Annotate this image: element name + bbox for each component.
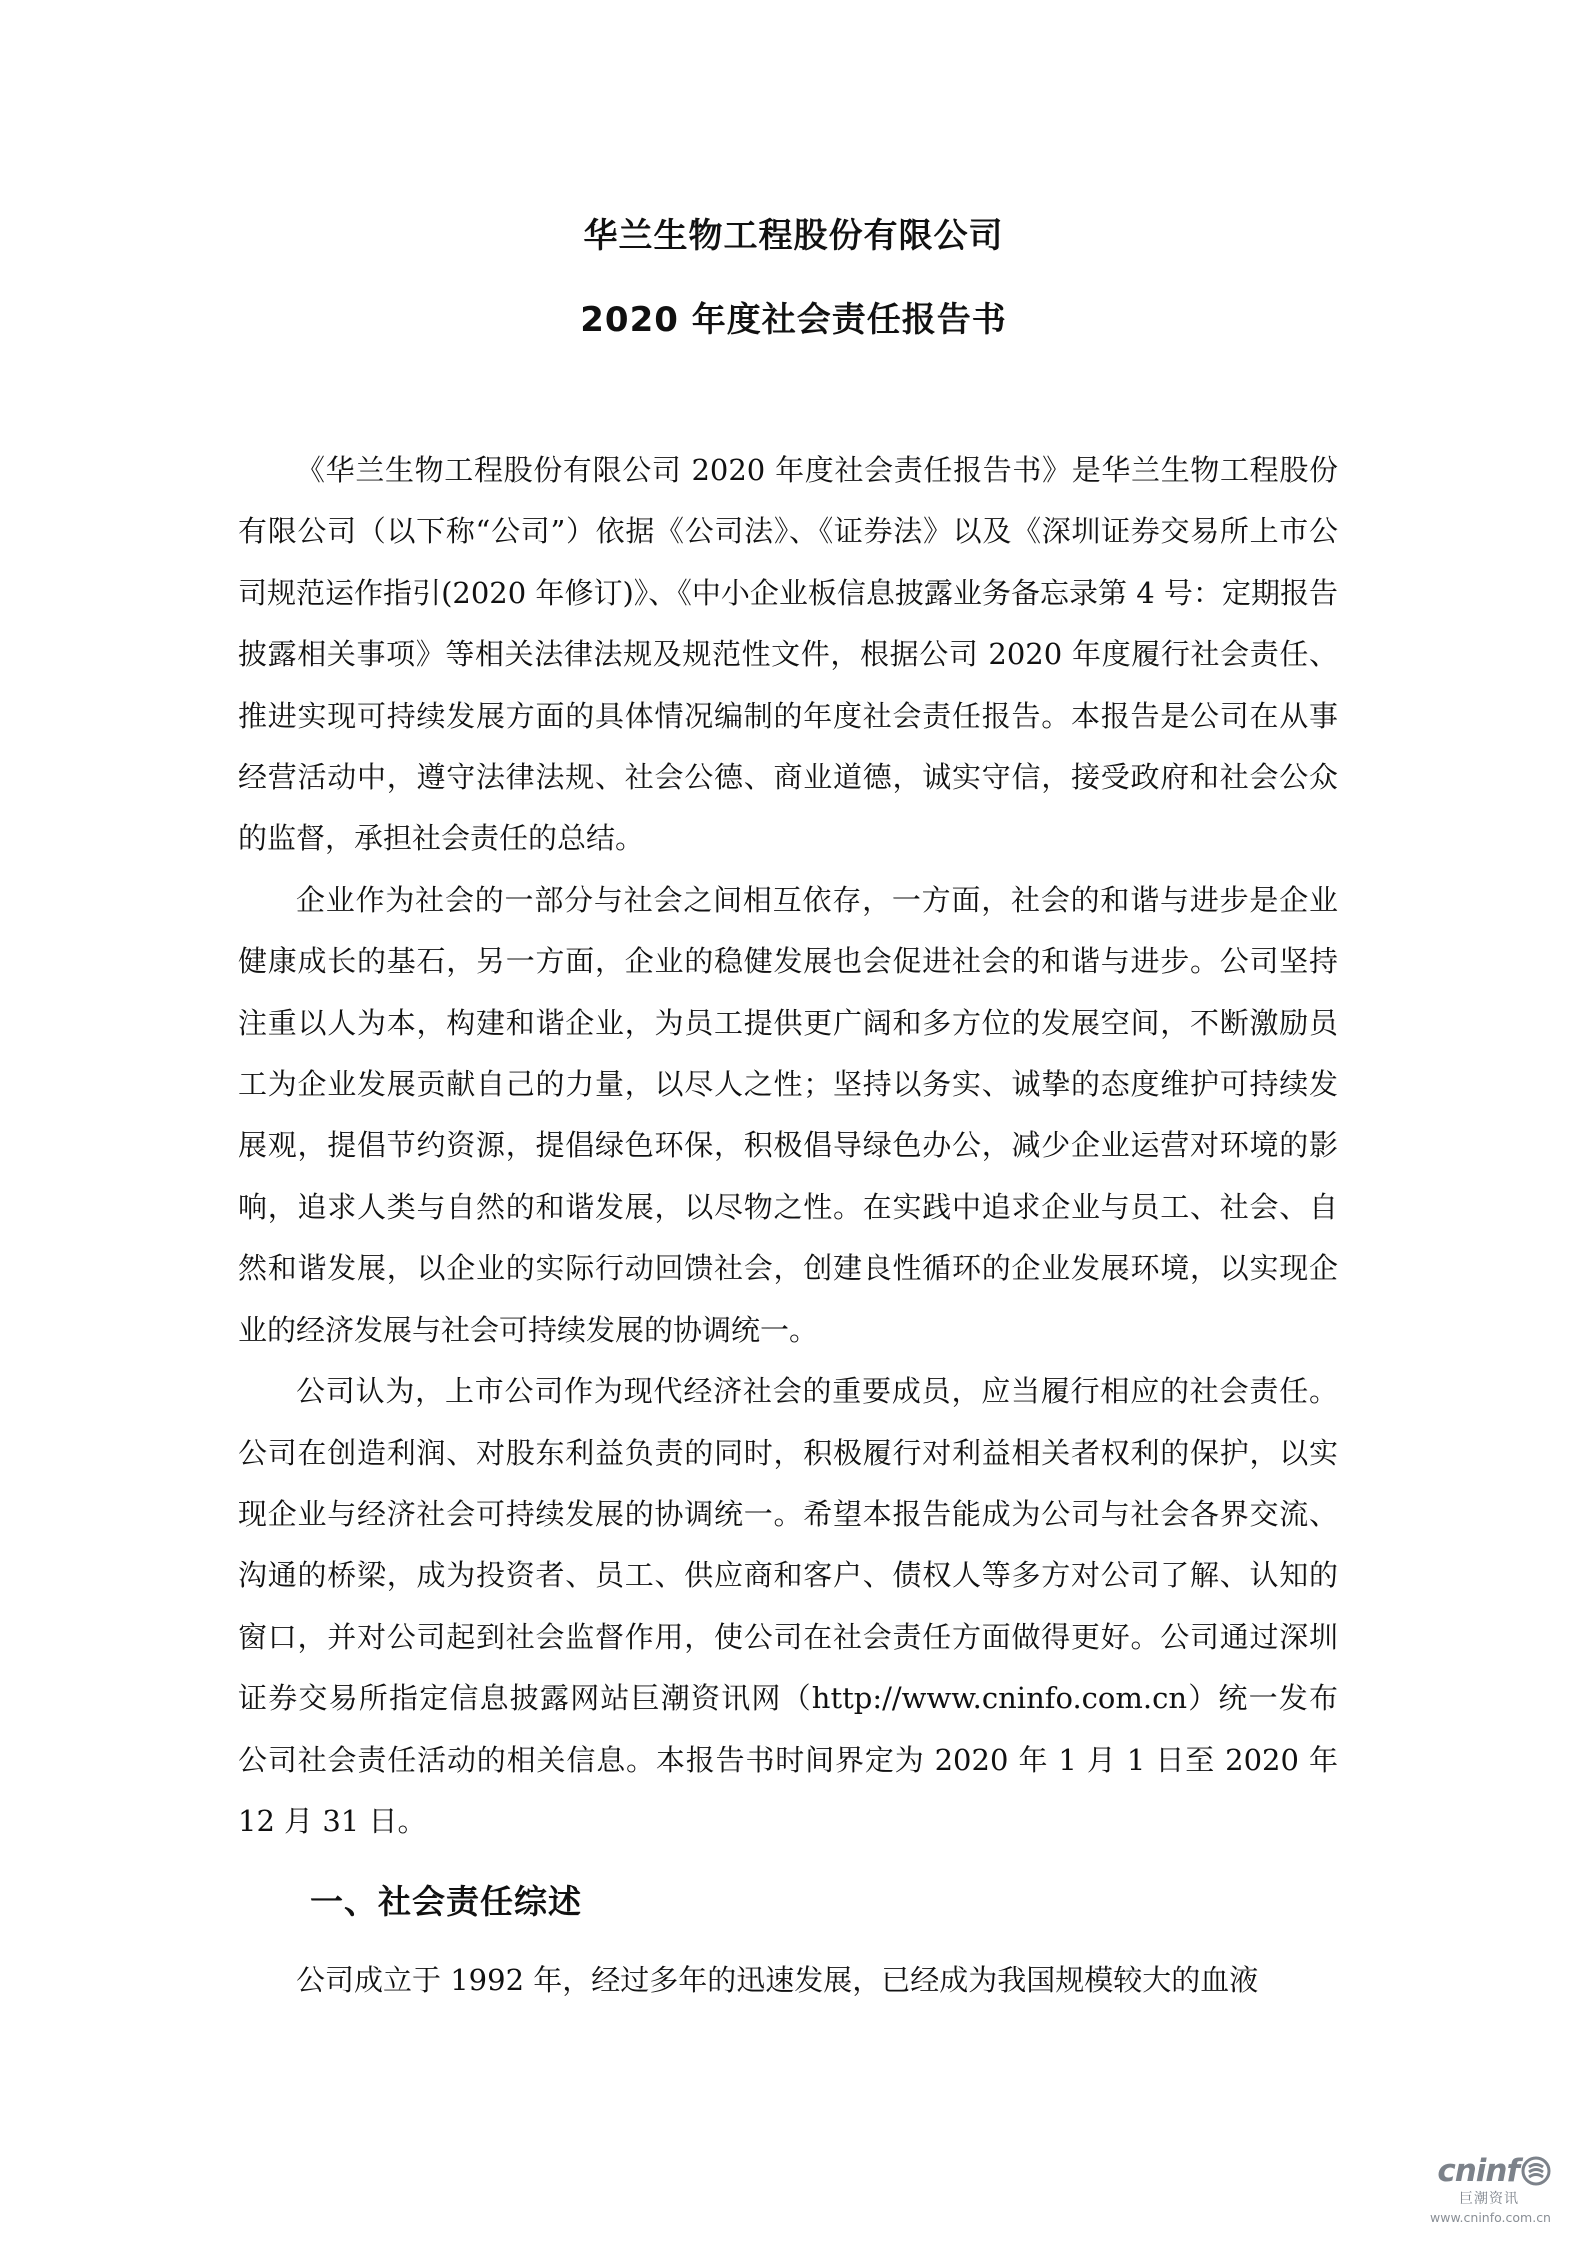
- company-title: 华兰生物工程股份有限公司: [583, 216, 1004, 256]
- report-title: 2020 年度社会责任报告书: [580, 300, 1007, 340]
- cninfo-logo-text: cninf: [1437, 2153, 1519, 2189]
- cninfo-watermark: [1401, 2152, 1551, 2230]
- paragraph-1: 《华兰生物工程股份有限公司 2020 年度社会责任报告书》是华兰生物工程股份有限公司（以下称“公司”）依据《公司法》、《证券法》以及《深圳证券交易所上市公司规范运作指引(2020 年修订)》、《中小企业板信息披露业务备忘录第 4 号：定期报告披露相关事项》等相关法律法规及规范性文件，根据公司 2020 年度履行社会责任、推进实现可持续发展方面的具体情况编制的年度社会责任报告。本报告是公司在从事经营活动中，遵守法律法规、社会公德、商业道德，诚实守信，接受政府和社会公众的监督，承担社会责任的总结。: [238, 453, 1338, 856]
- section-heading-1: 一、社会责任综述: [310, 1882, 582, 1921]
- cninfo-url: www.cninfo.com.cn: [1430, 2210, 1551, 2225]
- cninfo-logo-cn: 巨潮资讯: [1459, 2191, 1519, 2207]
- section-1-paragraph: 公司成立于 1992 年，经过多年的迅速发展，已经成为我国规模较大的血液: [296, 1963, 1259, 1997]
- cninfo-logo-row: [1401, 2152, 1551, 2190]
- section-1-body: [238, 1950, 1338, 2011]
- paragraph-3: 公司认为，上市公司作为现代经济社会的重要成员，应当履行相应的社会责任。公司在创造利润、对股东利益负责的同时，积极履行对利益相关者权利的保护，以实现企业与经济社会可持续发展的协调统一。希望本报告能成为公司与社会各界交流、沟通的桥梁，成为投资者、员工、供应商和客户、债权人等多方对公司了解、认知的窗口，并对公司起到社会监督作用，使公司在社会责任方面做得更好。公司通过深圳证券交易所指定信息披露网站巨潮资讯网（http://www.cninfo.com.cn）统一发布公司社会责任活动的相关信息。本报告书时间界定为 2020 年 1 月 1 日至 2020 年 12 月 31 日。: [238, 1374, 1338, 1838]
- paragraph-2: 企业作为社会的一部分与社会之间相互依存，一方面，社会的和谐与进步是企业健康成长的基石，另一方面，企业的稳健发展也会促进社会的和谐与进步。公司坚持注重以人为本，构建和谐企业，为员工提供更广阔和多方位的发展空间，不断激励员工为企业发展贡献自己的力量，以尽人之性；坚持以务实、诚挚的态度维护可持续发展观，提倡节约资源，提倡绿色环保，积极倡导绿色办公，减少企业运营对环境的影响，追求人类与自然的和谐发展，以尽物之性。在实践中追求企业与员工、社会、自然和谐发展，以企业的实际行动回馈社会，创建良性循环的企业发展环境，以实现企业的经济发展与社会可持续发展的协调统一。: [238, 882, 1338, 1347]
- intro-body: [238, 440, 1338, 1852]
- cninfo-logo-icon: [1521, 2156, 1551, 2186]
